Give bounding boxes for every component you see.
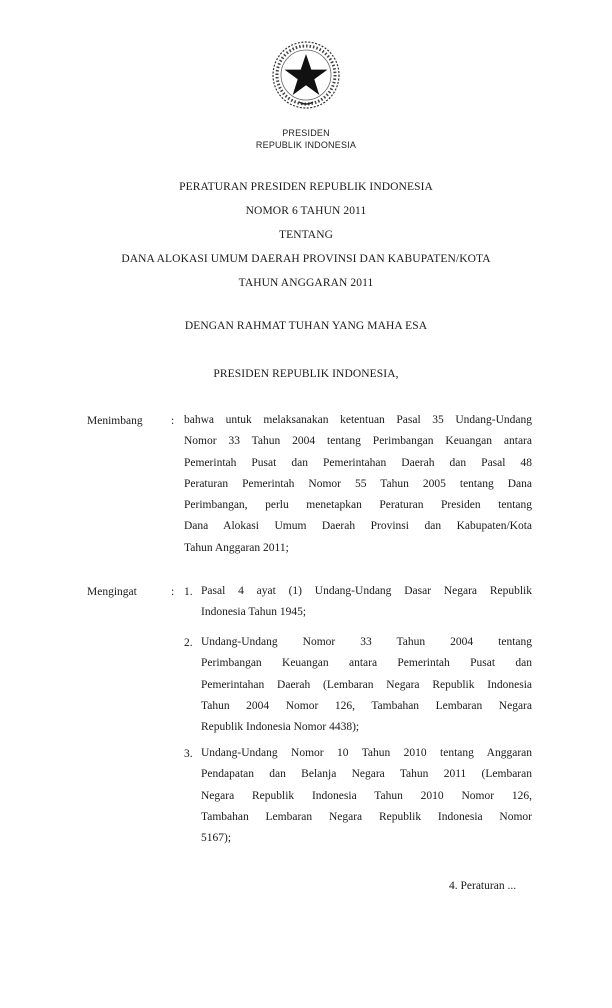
presidential-emblem-icon (271, 40, 341, 110)
text-line: Pasal 4 ayat (1) Undang-Undang Dasar Negara Republik (201, 585, 532, 597)
text-line: Negara Republik Indonesia Tahun 2010 Nomor 126, (201, 789, 532, 802)
regulation-number: NOMOR 6 TAHUN 2011 (245, 205, 367, 217)
invocation: DENGAN RAHMAT TUHAN YANG MAHA ESA (184, 320, 428, 332)
text-line: Perimbangan Keuangan antara Pemerintah Pusat dan (201, 657, 532, 670)
institution-line-1: PRESIDEN (282, 128, 330, 138)
regulation-tentang: TENTANG (278, 229, 334, 241)
menimbang-colon: : (171, 415, 175, 427)
mengingat-item-3 (201, 743, 532, 849)
menimbang-paragraph (184, 410, 532, 559)
text-line: Peraturan Pemerintah Nomor 55 Tahun 2005 tentang Dana (184, 477, 532, 490)
text-line: Nomor 33 Tahun 2004 tentang Perimbangan Keuangan antara (184, 435, 532, 448)
text-line: Perimbangan, perlu menetapkan Peraturan Presiden tentang (184, 499, 532, 512)
text-line: Pendapatan dan Belanja Negara Tahun 2011 (Lembaran (201, 768, 532, 781)
mengingat-colon: : (171, 586, 175, 598)
regulation-title: PERATURAN PRESIDEN REPUBLIK INDONESIA (179, 181, 433, 193)
text-line: Pemerintahan Daerah (Lembaran Negara Republik Indonesia (201, 678, 532, 691)
mengingat-item-2 (201, 632, 532, 738)
text-line: Undang-Undang Nomor 10 Tahun 2010 tentang Anggaran (201, 747, 532, 759)
text-line: Tahun 2004 Nomor 126, Tambahan Lembaran Negara (201, 699, 532, 712)
text-line: Pemerintah Pusat dan Pemerintahan Daerah dan Pasal 48 (184, 456, 532, 469)
text-line: Indonesia Tahun 1945; (201, 606, 307, 619)
mengingat-item-2-number: 2. (184, 637, 193, 649)
text-line: Dana Alokasi Umum Daerah Provinsi dan Kabupaten/Kota (184, 520, 532, 533)
text-line: Undang-Undang Nomor 33 Tahun 2004 tentang (201, 636, 532, 648)
mengingat-item-3-number: 3. (184, 748, 193, 760)
mengingat-item-1 (201, 581, 532, 624)
text-line: 5167); (201, 832, 232, 845)
text-line: Tahun Anggaran 2011; (184, 541, 289, 554)
text-line: Tambahan Lembaran Negara Republik Indonesia Nomor (201, 810, 532, 823)
text-line: Republik Indonesia Nomor 4438); (201, 721, 360, 734)
mengingat-item-1-number: 1. (184, 586, 193, 598)
issuer: PRESIDEN REPUBLIK INDONESIA, (213, 368, 399, 380)
mengingat-label: Mengingat (87, 586, 137, 598)
institution-line-2: REPUBLIK INDONESIA (255, 140, 357, 150)
regulation-year: TAHUN ANGGARAN 2011 (238, 277, 374, 289)
regulation-subject: DANA ALOKASI UMUM DAERAH PROVINSI DAN KABUPATEN/KOTA (121, 253, 491, 265)
menimbang-label: Menimbang (87, 415, 143, 427)
page-continuation: 4. Peraturan ... (449, 880, 517, 892)
text-line: bahwa untuk melaksanakan ketentuan Pasal 35 Undang-Undang (184, 414, 532, 426)
